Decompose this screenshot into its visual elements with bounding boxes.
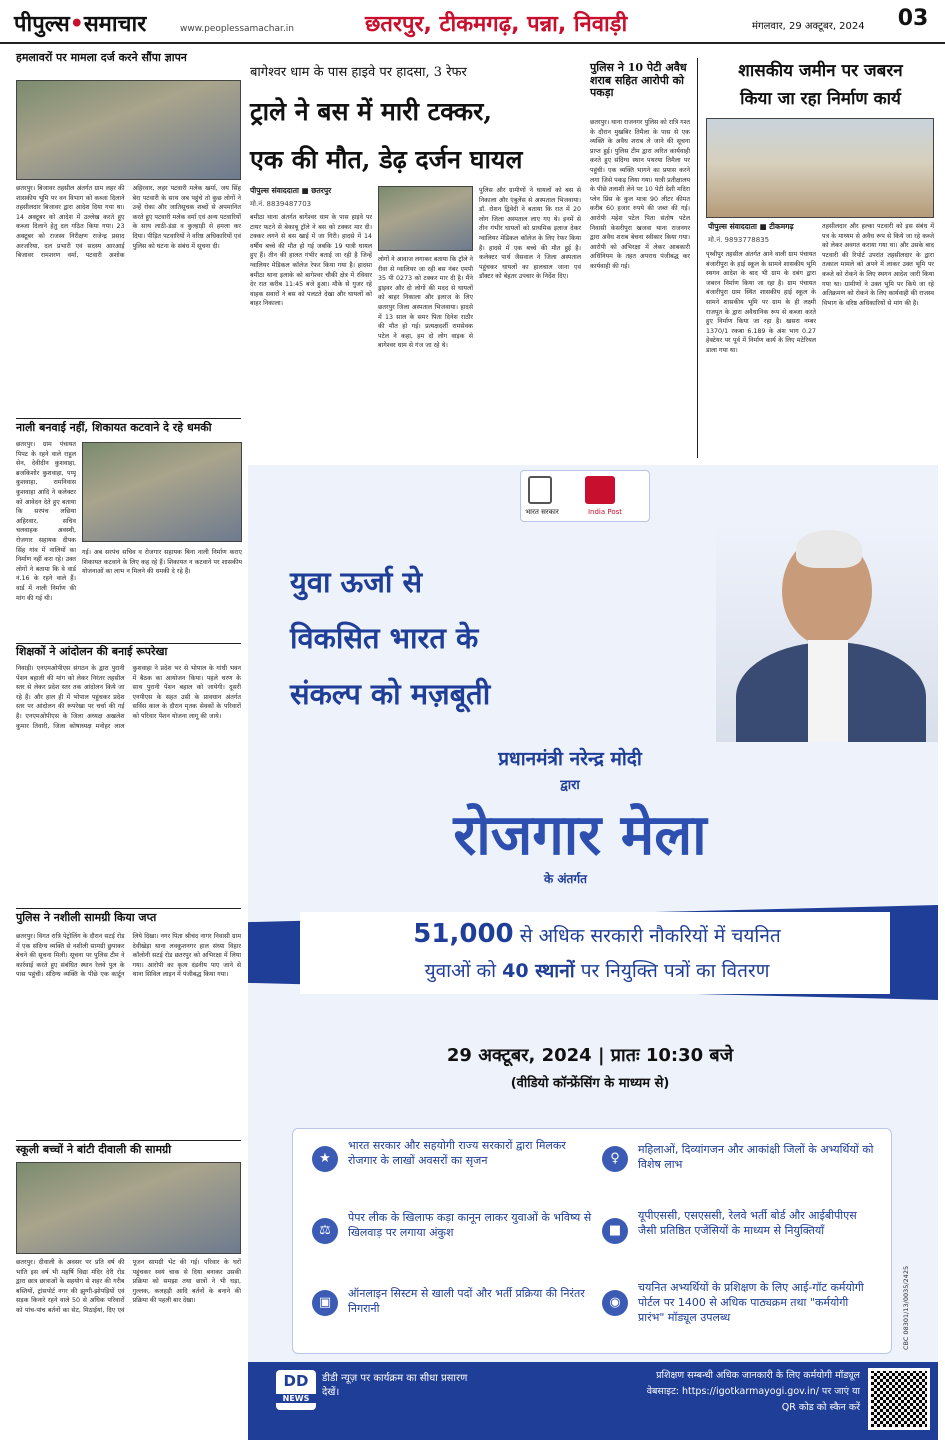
ad-band-line1 [312, 918, 882, 952]
logo-text-b: समाचार [83, 11, 147, 37]
s2-photo [82, 442, 242, 542]
ad-antargat: के अंतर्गत [544, 872, 587, 886]
ad-pm-name: प्रधानमंत्री नरेन्द्र मोदी [498, 748, 642, 770]
ad-cbc-code: CBC 08301/13/0035/2425 [902, 1265, 910, 1350]
s8-title-line1[interactable]: शासकीय जमीन पर जबरन [738, 61, 903, 81]
s6-text-b: लोगों ने आवाज लगाकर बताया कि ट्रॉले ने रीवा से ग्वालियर जा रही बस नंबर एमपी 35 पी 0273 को टक्कर मार दी है। मैंने ड्राइवर और दो लोगों की मदद से घायलों को बाहर निकाला और इलाज के लिए छतरपुर जिला अस्पताल भिजवाया। हादसे में 13 साल के समर पिता दिनेश राठौर की मौत हो गई। प्रत्यक्षदर्शी रामसेवक पटेल ने कहा, हम दो लोग वाइक से बागेश्वर धाम से गंज जा रहे थे। [378, 256, 473, 350]
s4-text: छतरपुर। विगत रात्रि पेट्रोलिंग के दौरान सटई रोड में एक संदिग्ध व्यक्ति से नशीली सामग्री छुपाकर बेचने की सूचना मिली। सूचना पर पुलिस टीम ने कार्रवाई करते हुए संबंधित स्थान रेलवे पुल के पास पहुंची। संदिग्ध व्यक्ति के पीछे एक कार्टून लिये दिखा। नगर पिता श्रीचंद नागर निवासी ग्राम देवीखेड़ा थाना लवकुशनगर हाल संध्या विहार कॉलोनी सटई रोड छतरपुर को अभिरक्षा में लिया गया। आरोपी का कृत्य दंडनीय पाए जाने से थाना सिविल लाइन में पंजीबद्ध किया गया। [16, 933, 241, 979]
divider [16, 908, 241, 909]
s8-mobile: मो.नं. 9893778835 [708, 236, 770, 244]
page-number: 03 [893, 6, 933, 36]
ad-feature-4: यूपीएससी, एसएससी, रेलवे भर्ती बोर्ड और आईबीपीएस जैसी प्रतिष्ठित एजेंसियों के माध्यम से नियुक्तियाँ [638, 1209, 857, 1237]
ad-feature-6: चयनित अभ्यर्थियों के प्रशिक्षण के लिए आई-गॉट कर्मयोगी पोर्टल पर 1400 से अधिक पाठ्यक्रम तथा "कर्मयोगी प्रारंभ" मॉड्यूल उपलब्ध [638, 1281, 864, 1324]
logo-dot: • [69, 11, 84, 37]
divider [16, 643, 241, 644]
ad-headline-1: युवा ऊर्जा से [290, 565, 423, 599]
jobs-icon: ★ [312, 1146, 338, 1172]
news-logo-text: NEWS [276, 1394, 316, 1403]
divider [16, 418, 241, 419]
emblem-icon [528, 476, 552, 504]
ad-band-40: 40 स्थानों [502, 960, 575, 982]
india-post-icon [585, 476, 615, 504]
ad-band-number: 51,000 [413, 919, 514, 949]
ad-logo-right: India Post [587, 508, 623, 516]
ad-feature-2: महिलाओं, दिव्यांगजन और आकांक्षी जिलों के अभ्यर्थियों को विशेष लाभ [638, 1143, 874, 1171]
s8-text-b: तहसीलदार और हल्का पटवारी को इस संबंध में पत्र के माध्यम से अवैध रूप से किये जा रहे कब्जे को लेकर अवगत कराया गया था। और उसके बाद पटवारी की रिपोर्ट उपरांत तहसीलदार के द्वारा तत्काल मामले को अपने में लाकर उक्त भूमि पर कब्जे को रोकने के लिए स्थगन आदेश जारी किया गया था। ग्रामीणों ने उक्त भूमि पर किये जा रहे अतिक्रमण को रोकने के लिए कार्यवाही की राजस्व विभाग के वरिष्ठ अधिकारियों से मांग की है। [822, 223, 934, 307]
website-url[interactable]: www.peoplessamachar.in [180, 24, 294, 34]
s3-text: निवाड़ी। एनएमओपीएस संगठन के द्वारा पुरानी पेंशन बहाली की मांग को लेकर निरंतर तहसील स्तर से लेकर प्रदेश स्तर तक आंदोलन किये जा रहे हैं। और हाल ही में भोपाल पहुंचकर प्रदेश स्तर पर आंदोलन की रूपरेखा पर चर्चा की गई है। एनएमओपीएस के जिला अध्यक्ष अखलेश कुमार तिवारी, जिला कोषाध्यक्ष मनोहर लाल कुशवाहा ने प्रदेश भर से भोपाल के गांधी भवन में बैठक का आयोजन किया। पहले चरण के साथ पुरानी पेंशन बहाल को जायेगी। दूसरी एनपीएस के सहत उसी के प्रावधान अंतर्गत सर्विस काल के दौरान मृतक सेवकों के परिवारों को परिवार पेंशन योजना लागू की जाये। [16, 665, 241, 730]
ad-band-line2 [312, 956, 882, 986]
column-rule [697, 58, 698, 458]
ad-dd-text: डीडी न्यूज़ पर कार्यक्रम का सीधा प्रसारण देखें। [322, 1373, 468, 1398]
ad-band-text3: पर नियुक्ति पत्रों का वितरण [580, 960, 770, 982]
ad-band-text2: युवाओं को [424, 960, 497, 982]
ad-rozgar-mela: रोजगार मेला [453, 802, 707, 868]
s6-byline: पीपुल्स संवाददाता ■ छतरपुर [250, 186, 332, 195]
pm-portrait [716, 522, 938, 742]
s6-mobile: मो.नं. 8839487703 [250, 200, 312, 208]
training-icon: ◉ [602, 1290, 628, 1316]
law-icon: ⚖ [312, 1218, 338, 1244]
s8-title-line2[interactable]: किया जा रहा निर्माण कार्य [740, 89, 901, 109]
ad-feature-1: भारत सरकार और सहयोगी राज्य सरकारों द्वारा मिलकर रोजगार के लाखों अवसरों का सृजन [348, 1139, 566, 1167]
s6-photo [378, 186, 473, 251]
dd-logo-text: DD [283, 1372, 309, 1390]
s5-text: छतरपुर। दीवाली के अवसर पर प्रति वर्ष की भांति इस वर्ष भी महर्षि विद्या मंदिर देरी रोड द्वारा छात्र छात्राओं के सहयोग से शहर की गरीब बस्तियों, ट्रांसपोर्ट नगर की झुग्गी-झोपड़ियों एवं सड़क किनारे रहने वाले 50 से अधिक परिवारों को पांच-पांच बर्तनों का सेट, मिठाईयां, दिए एवं पूजन सामग्री भेंट की गई। परिवार के घरों पहुंचकर स्वयं चाक से दिया बनाकर उसकी प्रक्रिया को समझा तथा छात्रों ने भी घड़ा, गुल्लक, कलहड़ी आदि बर्तनों के बनाने की प्रक्रिया की पहली बार देखा। [16, 1259, 241, 1314]
ad-logo-left: भारत सरकार [525, 508, 559, 516]
s8-byline: पीपुल्स संवाददाता ■ टीकमगढ़ [708, 222, 794, 231]
qr-code[interactable] [868, 1368, 930, 1430]
s6-kicker[interactable]: बागेश्वर धाम के पास हाइवे पर हादसा, 3 रेफर [250, 65, 467, 80]
ad-video-conference: (वीडियो कॉन्फ्रेंसिंग के माध्यम से) [510, 1076, 670, 1091]
s5-title[interactable]: स्कूली बच्चों ने बांटी दीवाली की सामग्री [16, 1143, 172, 1156]
s1-photo [16, 80, 241, 180]
s6-text-a: बमीठा थाना अंतर्गत बागेश्वर धाम के पास हाइवे पर टायर फटने से बेकाबू ट्रॉले ने बस को टक्कर मार दी। टक्कर लगने से बस खाई में जा गिरी। हादसे में 14 वर्षीय बच्चे की मौत हो गई जबकि 19 यात्री घायल हुए हैं। तीन की हालत गंभीर बताई जा रही है जिन्हें ग्वालियर मेडिकल कॉलेज रेफर किया गया है। हादसा बमीठा थाना इलाके को बागेश्वर चौकी क्षेत्र में रविवार देर रात करीब 11:45 बजे हुआ। मौके से गुजर रहे वाहक सवारों ने बस को पलटते देखा और घायलों को बाहर निकाला। [250, 214, 372, 308]
monitor-icon: ▣ [312, 1290, 338, 1316]
train-icon: ■ [602, 1218, 628, 1244]
s6-text-c: पुलिस और ग्रामीणों ने घायलों को बस से निकाला और एंबुलेंस से अस्पताल भिजवाया। डॉ. रोशन द्विवेदी ने बताया कि रात में 20 लोग जिला अस्पताल लाए गए थे। इनमें से तीन गंभीर घायलों को प्राथमिक इलाज देकर ग्वालियर मेडिकल कॉलेज के लिए रेफर किया है। हादसे में एक बच्चे की मौत हुई है। कलेक्टर पार्थ जैसवाल ने जिला अस्पताल पहुंचकर घायलों का हालचाल जाना एवं डॉक्टर को बेहतर उपचार के निर्देश दिए। [479, 187, 581, 281]
s2-text-b: गई। अब सरपंच सचिव व रोजगार सहायक बिना नाली निर्माण कराए शिकायत कटवाने के लिए कह रहे हैं। शिकायत न कटवाने पर शासकीय योजनाओं का लाभ न मिलने की धमकी दे रहे हैं। [82, 549, 242, 576]
ad-footer-line3: QR कोड को स्कैन करें [781, 1402, 860, 1413]
s7-title[interactable]: पुलिस ने 10 पेटी अवैध शराब सहित आरोपी को पकड़ा [590, 61, 687, 100]
ad-headline-3: संकल्प को मज़बूती [290, 677, 491, 711]
ad-footer-line1: प्रशिक्षण सम्बन्धी अधिक जानकारी के लिए कर्मयोगी मॉड्यूल [656, 1370, 860, 1381]
ad-event-datetime: 29 अक्टूबर, 2024 | प्रातः 10:30 बजे [446, 1045, 734, 1066]
s4-title[interactable]: पुलिस ने नशीली सामग्री किया जप्त [16, 911, 157, 924]
s8-photo [706, 118, 934, 218]
s3-title[interactable]: शिक्षकों ने आंदोलन की बनाई रूपरेखा [16, 645, 168, 658]
s6-title-line2[interactable]: एक की मौत, डेढ़ दर्जन घायल [250, 145, 523, 174]
ad-feature-3: पेपर लीक के खिलाफ कड़ा कानून लाकर युवाओं के भविष्य से खिलवाड़ पर लगाया अंकुश [348, 1211, 592, 1239]
women-icon: ♀ [602, 1146, 628, 1172]
logo-text-a: पीपुल्स [14, 11, 70, 37]
divider [16, 1140, 241, 1141]
s2-title[interactable]: नाली बनवाई नहीं, शिकायत कटवाने दे रहे धमकी [16, 421, 212, 434]
ad-feature-5: ऑनलाइन सिस्टम से खाली पदों और भर्ती प्रक्रिया की निरंतर निगरानी [348, 1287, 585, 1315]
s8-text-a: पृथ्वीपुर तहसील अंतर्गत आने वाली ग्राम पंचायत बंजारीपुरा के हाई स्कूल के सामने शासकीय भूमि स्थगन आदेश के बाद भी ग्राम के दबंग द्वारा जबरन निर्माण किया जा रहा है। ग्राम पंचायत बंजारीपुरा ग्राम स्थित शासकीय हाई स्कूल के सामने शासकीय भूमि पर ग्राम के ही लक्ष्मी राजपूत के द्वारा अवैधानिक रूप से कब्जा करते हुए निर्माण किया जा रहा है। खसरा नम्बर 1370/1 रकबा 6.189 के अंश भाग 0.27 हेक्टेयर पर पूर्व में निर्माण कार्य के लिए मटेरियल डाला गया था। [706, 251, 816, 354]
ad-headline-2: विकसित भारत के [290, 621, 479, 655]
s2-text-a: छतरपुर। ग्राम पंचायत पिपट के रहने वाले राहुल सेन, देवीदीन कुशवाहा, ब्रजकिशोर कुशवाहा, पप्पू कुशवाहा, रामनिवास कुशवाहा आदि ने कलेक्टर को आवेदन देते हुए बताया कि सरपंच लछिया अहिरवार, सचिव चलवाहक अवस्थी, रोजगार सहायक दीपक सिंह गांव में नालियों का निर्माण नहीं करा रहे। उक्त लोगों ने बताया कि वे वार्ड नं.16 के रहने वाले हैं। वार्ड में नाली निर्माण की मांग की गई थी। [16, 441, 76, 602]
ad-dwara: द्वारा [560, 778, 580, 793]
newspaper-logo[interactable] [14, 8, 146, 38]
s1-text: छतरपुर। बिजावर तहसील अंतर्गत ग्राम लहर की शासकीय भूमि पर वन विभाग को कब्जा दिलाने तहसीलदार बिजावर द्वारा आदेश दिया गया था। 14 अक्टूबर को आदेश में उल्लेख करते हुए कब्जा दिलाने हेतु दल गठित किया गया। 23 अक्टूबर को राजस्व निरीक्षण राजेन्द्र प्रसाद अरजरिया, दल प्रभारी एवं सदस्य आरआई बिजावर रामशरण वर्मा, पटवारी अशोक अहिरवार, लहर पटवारी मलेक खर्मा, जय सिंह बेरा पटवारी के साथ जब पहुंचे तो कुछ लोगों ने उन्हें रोका और जातिसूचक शब्दों से अपमानित करते हुए पटवारी मलेक वर्मा एवं अन्य पटवारियों के साथ लाठी-डंडा व कुल्हाड़ी से हमला कर दिया। पीड़ित पटवारियों ने वरिष्ठ अधिकारियों एवं पुलिस को घटना के संबंध में सूचना दी। [16, 185, 241, 260]
ad-band-text1: से अधिक सरकारी नौकरियों में चयनित [519, 925, 781, 947]
ad-footer-line2[interactable]: वेबसाइट: https://igotkarmayogi.gov.in/ पर जाएं या [646, 1386, 860, 1397]
region-title: छतरपुर, टीकमगढ़, पन्ना, निवाड़ी [365, 12, 628, 37]
s7-text: छतरपुर। थाना राजनगर पुलिस को रात्रि गश्त के दौरान मुखबिर तिमैला के पास से एक व्यक्ति के अवैध शराब ले जाने की सूचना प्राप्त हुई। पुलिस टीम द्वारा त्वरित कार्यवाही करते हुए संदिग्ध स्थान पथरया तिमैला पर पहुंची। एक व्यक्ति भागने का प्रयास करने लगा जिसे पकड़ लिया गया। यात्री प्रतीक्षालय के पीछे तलाशी लेने पर 10 पेटी देशी मदिरा प्लेन प्रिंस के कुल मात्रा 90 लीटर कीमत करीब 60 हजार रुपये की जब्त की गई। आरोपी महेश पटेल पिता संतोष पटेल निवासी केसरीपुरा खजवा थाना राजनगर द्वारा अवैध शराब बेचना स्वीकार किया गया। आरोपी को अभिरक्षा में लेकर आबकारी अधिनियम के तहत अपराध पंजीबद्ध कर कार्यवाही की गई। [590, 119, 690, 270]
s1-title[interactable]: हमलावरों पर मामला दर्ज करने सौंपा ज्ञापन [16, 51, 187, 64]
issue-date: मंगलवार, 29 अक्टूबर, 2024 [752, 21, 865, 32]
s6-title-line1[interactable]: ट्राले ने बस में मारी टक्कर, [250, 97, 493, 126]
s5-photo [16, 1162, 241, 1254]
